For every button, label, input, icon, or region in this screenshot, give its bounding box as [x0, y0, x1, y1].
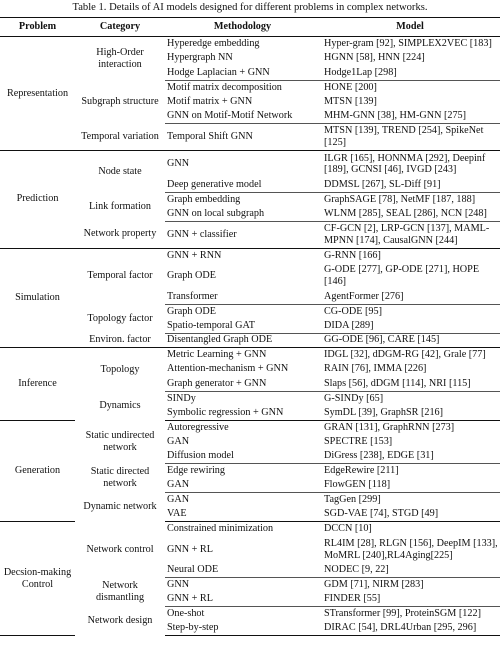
problem-cell: Prediction: [0, 151, 75, 249]
methodology-cell: Motif matrix decomposition: [167, 81, 282, 93]
model-cell: MTSN [139], TREND [254], SpikeNet [125]: [320, 124, 500, 151]
methodology-cell: Autoregressive: [167, 421, 229, 433]
model-cell: SymDL [39], GraphSR [216]: [320, 406, 500, 421]
methodology-cell: Symbolic regression + GNN: [165, 406, 320, 421]
category-cell: Temporal variation: [75, 124, 165, 151]
table-row: [0, 221, 500, 248]
methodology-cell: GAN: [167, 435, 190, 447]
model-cell: WLNM [285], SEAL [286], NCN [248]: [320, 207, 500, 222]
category-cell: Network dismantling: [95, 580, 145, 603]
table-row: [0, 348, 500, 363]
model-cell: CG-ODE [95]: [324, 305, 383, 317]
model-cell: G-SINDy [65]: [324, 392, 384, 404]
methodology-cell: Transformer: [165, 290, 320, 305]
category-cell: Network property: [75, 221, 165, 248]
category-cell: Network design: [87, 615, 153, 627]
model-cell: IDGL [32], dDGM-RG [42], Grale [77]: [324, 349, 486, 361]
methodology-cell: GNN + RNN: [167, 249, 222, 261]
table-caption: Table 1. Details of AI models designed for different problems in complex networks.: [72, 2, 428, 13]
category-cell: Link formation: [89, 200, 151, 212]
table-row: [0, 304, 500, 319]
model-cell: GG-ODE [96], CARE [145]: [320, 333, 500, 348]
category-cell: Subgraph structure: [81, 95, 159, 107]
model-cell: RL4IM [28], RLGN [156], DeepIM [133], MoMRL [240],RL4Aging[225]: [324, 537, 498, 561]
model-cell: G-RNN [166]: [324, 249, 381, 261]
model-cell: DIRAC [54], DRL4Urban [295, 296]: [320, 621, 500, 636]
category-cell: Node state: [98, 165, 142, 177]
category-cell: Environ. factor: [75, 333, 165, 348]
model-cell: CF-GCN [2], LRP-GCN [137], MAML-MPNN [174], CausalGNN [244]: [320, 221, 500, 248]
table-row: [0, 37, 500, 52]
model-cell: DIDA [289]: [320, 319, 500, 334]
header-row: [0, 18, 500, 37]
model-cell: DCCN [10]: [324, 523, 372, 535]
table-row: [0, 464, 500, 479]
category-cell: Static directed network: [90, 466, 150, 489]
problem-cell: Simulation: [0, 248, 75, 348]
table-row: [0, 151, 500, 178]
model-cell: GraphSAGE [78], NetMF [187, 188]: [324, 193, 476, 205]
table-row: [0, 192, 500, 207]
model-cell: HONE [200]: [324, 81, 377, 93]
table-row: [0, 333, 500, 348]
methodology-cell: Hyperedge embedding: [167, 38, 260, 50]
methodology-cell: GNN on Motif-Motif Network: [165, 109, 320, 124]
problem-cell: Representation: [0, 37, 75, 151]
model-cell: RAIN [76], IMMA [226]: [324, 363, 427, 375]
model-cell: ILGR [165], HONNMA [292], Deepinf [189], GCNSI [46], IVGD [243]: [324, 152, 486, 176]
model-cell: EdgeRewire [211]: [324, 465, 399, 477]
methodology-cell: Graph ODE: [167, 270, 216, 282]
table-row: [0, 248, 500, 263]
methodology-cell: Hypergraph NN: [167, 52, 233, 64]
category-cell: Network control: [86, 543, 154, 555]
methodology-cell: Neural ODE: [165, 563, 320, 578]
model-cell: HGNN [58], HNN [224]: [324, 52, 425, 64]
methodology-cell: Motif matrix + GNN: [167, 95, 253, 107]
model-cell: GRAN [131], GraphRNN [273]: [324, 421, 455, 433]
table-body: [0, 37, 500, 636]
methodology-cell: GNN + RL: [165, 592, 320, 607]
methodology-cell: GNN on local subgraph: [165, 207, 320, 222]
model-cell: SPECTRE [153]: [324, 435, 393, 447]
table-row: [0, 578, 500, 593]
category-cell: Topology: [100, 363, 140, 375]
model-cell: TagGen [299]: [324, 494, 381, 506]
methodology-cell: Attention-mechanism + GNN: [167, 363, 289, 375]
model-cell: DiGress [238], EDGE [31]: [320, 449, 500, 464]
model-cell: MTSN [139]: [324, 95, 377, 107]
model-cell: FINDER [55]: [320, 592, 500, 607]
model-cell: SGD-VAE [74], STGD [49]: [320, 507, 500, 522]
table-row: [0, 420, 500, 435]
category-cell: Topology factor: [87, 312, 153, 324]
problem-cell: Generation: [0, 420, 75, 522]
problem-cell: Decsion-making Control: [0, 522, 75, 636]
methodology-cell: Spatio-temporal GAT: [165, 319, 320, 334]
model-cell: DDMSL [267], SL-Diff [91]: [320, 178, 500, 193]
methodology-cell: Edge rewiring: [167, 465, 225, 477]
model-cell: G-ODE [277], GP-ODE [271], HOPE [146]: [324, 264, 480, 287]
category-cell: Dynamics: [99, 399, 141, 411]
category-cell: Static undirected network: [85, 430, 155, 453]
model-cell: STransformer [99], ProteinSGM [122]: [324, 608, 481, 620]
methodology-cell: GNN: [167, 158, 190, 170]
methodology-cell: Temporal Shift GNN: [165, 124, 320, 151]
methodology-cell: GAN: [165, 478, 320, 493]
methodology-cell: GNN + classifier: [165, 221, 320, 248]
model-cell: MHM-GNN [38], HM-GNN [275]: [320, 109, 500, 124]
methodology-cell: Step-by-step: [165, 621, 320, 636]
table-row: [0, 391, 500, 406]
header-methodology: Methodology: [165, 18, 320, 37]
table-row: [0, 80, 500, 95]
methodology-cell: GAN: [167, 494, 190, 506]
models-table: [0, 17, 500, 636]
header-model: Model: [320, 18, 500, 37]
methodology-cell: GNN: [167, 579, 190, 591]
methodology-cell: One-shot: [167, 608, 205, 620]
methodology-cell: Hodge Laplacian + GNN: [165, 66, 320, 81]
table-row: [0, 493, 500, 508]
category-cell: Temporal factor: [87, 270, 153, 282]
model-cell: Hyper-gram [92], SIMPLEX2VEC [183]: [324, 38, 492, 50]
model-cell: FlowGEN [118]: [320, 478, 500, 493]
model-cell: AgentFormer [276]: [320, 290, 500, 305]
header-problem: Problem: [0, 18, 75, 37]
model-cell: NODEC [9, 22]: [320, 563, 500, 578]
problem-cell: Inference: [0, 348, 75, 421]
methodology-cell: Graph embedding: [167, 193, 241, 205]
table-row: [0, 607, 500, 622]
table-row: [0, 522, 500, 537]
methodology-cell: Disentangled Graph ODE: [165, 333, 320, 348]
category-cell: High-Order interaction: [96, 46, 144, 70]
model-cell: Hodge1Lap [298]: [320, 66, 500, 81]
model-cell: GDM [71], NIRM [283]: [324, 579, 424, 591]
methodology-cell: Diffusion model: [165, 449, 320, 464]
methodology-cell: GNN + RL: [167, 543, 213, 555]
methodology-cell: VAE: [165, 507, 320, 522]
methodology-cell: Graph ODE: [167, 305, 216, 317]
methodology-cell: Deep generative model: [165, 178, 320, 193]
category-cell: Dynamic network: [83, 501, 157, 513]
methodology-cell: Metric Learning + GNN: [167, 349, 267, 361]
table-row: [0, 124, 500, 151]
methodology-cell: Graph generator + GNN: [165, 377, 320, 392]
header-category: Category: [75, 18, 165, 37]
methodology-cell: Constrained minimization: [167, 523, 274, 535]
methodology-cell: SINDy: [167, 392, 196, 404]
model-cell: Slaps [56], dDGM [114], NRI [115]: [320, 377, 500, 392]
